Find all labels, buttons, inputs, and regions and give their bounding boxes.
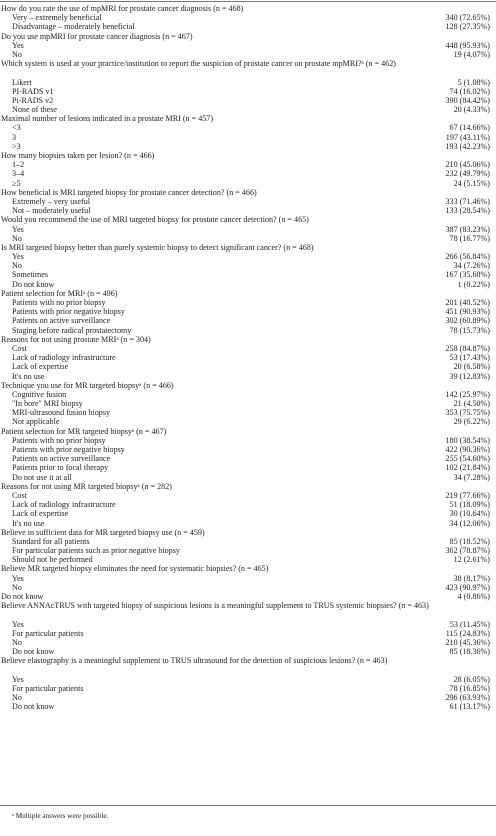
answer-value: 12 (2.61%) (453, 555, 490, 565)
answer-row (0, 390, 496, 399)
answer-label: For particular patients (12, 683, 84, 693)
answer-row (0, 509, 496, 518)
answer-value: 1 (0.22%) (457, 279, 490, 289)
answer-row (0, 316, 496, 325)
answer-value: 5 (1.08%) (457, 77, 490, 87)
answer-label: Pi-RADS v2 (12, 95, 54, 105)
answer-row (0, 234, 496, 243)
question-text: How many biopsies taken per lesion? (n = 466) (1, 151, 155, 161)
answer-label: For particular patients such as prior negative biopsy (12, 546, 180, 556)
answer-label: It's no use (12, 518, 45, 528)
question-row (0, 381, 496, 390)
question-row (0, 528, 496, 537)
answer-row (0, 87, 496, 96)
answer-row (0, 225, 496, 234)
answer-label: No (12, 49, 22, 59)
answer-label: Cost (12, 343, 27, 353)
answer-label: Patients prior to focal therapy (12, 463, 109, 473)
question-row (0, 243, 496, 252)
question-row (0, 427, 496, 436)
answer-value: 193 (42.23%) (445, 141, 490, 151)
answer-row (0, 50, 496, 59)
question-text: Reasons for not using MR targeted biopsyᵃ (n = 282) (1, 481, 172, 491)
answer-label: Patients with no prior biopsy (12, 435, 106, 445)
answer-row (0, 41, 496, 50)
answer-label: Yes (12, 619, 24, 629)
answer-row (0, 133, 496, 142)
answer-row (0, 638, 496, 647)
answer-value: 133 (28.54%) (445, 206, 490, 216)
answer-value: 201 (40.52%) (445, 298, 490, 308)
answer-row (0, 197, 496, 206)
answer-value: 29 (6.22%) (453, 417, 490, 427)
answer-row (0, 96, 496, 105)
answer-value: 34 (7.26%) (453, 261, 490, 271)
answer-label: It's no use (12, 371, 45, 381)
answer-row (0, 647, 496, 656)
answer-value: 197 (43.11%) (445, 132, 490, 142)
question-row (0, 188, 496, 197)
answer-label: Patients with prior negative biopsy (12, 307, 125, 317)
question-text: Is MRI targeted biopsy better than purely systemic biopsy to detect significant cancer? (n = 468) (1, 242, 314, 252)
answer-value: 67 (14.66%) (449, 123, 490, 133)
answer-value: 258 (84.87%) (445, 343, 490, 353)
answer-value: 78 (15.73%) (449, 325, 490, 335)
answer-row (0, 372, 496, 381)
answer-label: Patients with no prior biopsy (12, 298, 106, 308)
question-row (0, 592, 496, 601)
answer-label: Patients on active surveillance (12, 316, 111, 326)
answer-value: 28 (6.05%) (453, 674, 490, 684)
answer-label: Lack of expertise (12, 509, 69, 519)
answer-row (0, 326, 496, 335)
answer-row (0, 206, 496, 215)
answer-row (0, 463, 496, 472)
answer-row (0, 261, 496, 270)
question-text: How beneficial is MRI targeted biopsy for prostate cancer detection? (n = 466) (1, 187, 257, 197)
answer-row (0, 620, 496, 629)
answer-row (0, 629, 496, 638)
answer-value: 390 (84.42%) (445, 95, 490, 105)
answer-label: Cost (12, 490, 27, 500)
answer-label: Lack of radiology infrastructure (12, 353, 116, 363)
answer-row (0, 142, 496, 151)
answer-value: 51 (18.09%) (449, 500, 490, 510)
answer-label: 1–2 (12, 160, 25, 170)
answer-value: 4 (0.86%) (457, 592, 490, 602)
answer-value: 362 (78.87%) (445, 546, 490, 556)
question-text: Believe MR targeted biopsy eliminates the need for systematic biopsies? (n = 465) (1, 564, 269, 574)
question-text: Believe ANNAcTRUS with targeted biopsy of suspicious lesions is a meaningful supplement to TRUS systemic biopsies? (n = 463) (1, 601, 429, 611)
answer-value: 21 (4.50%) (453, 399, 490, 409)
answer-label: Yes (12, 674, 24, 684)
question-row (0, 4, 496, 13)
answer-row (0, 123, 496, 132)
answer-value: 422 (90.36%) (445, 445, 490, 455)
answer-label: Patients on active surveillance (12, 454, 111, 464)
question-text: Technique you use for MR targeted biopsyᵃ (n = 466) (1, 380, 174, 390)
answer-value: 115 (24.83%) (445, 628, 490, 638)
question-row (0, 32, 496, 41)
answer-value: 30 (10.64%) (449, 509, 490, 519)
answer-label: "In bore" MRI biopsy (12, 399, 83, 409)
answer-value: 387 (83.23%) (445, 224, 490, 234)
question-row (0, 601, 496, 619)
answer-row (0, 574, 496, 583)
answer-value: 210 (45.06%) (445, 160, 490, 170)
answer-value: 142 (25.97%) (445, 389, 490, 399)
answer-label: Sometimes (12, 270, 48, 280)
answer-row (0, 500, 496, 509)
answer-label: Cognitive fusion (12, 389, 67, 399)
answer-value: 128 (27.35%) (445, 22, 490, 32)
answer-label: No (12, 261, 22, 271)
answer-row (0, 546, 496, 555)
answer-row (0, 399, 496, 408)
answer-row (0, 519, 496, 528)
answer-value: 423 (90.97%) (445, 582, 490, 592)
answer-label: Do not know (12, 702, 55, 712)
answer-value: 53 (11.45%) (449, 619, 490, 629)
answer-value: 19 (4.07%) (453, 49, 490, 59)
answer-row (0, 675, 496, 684)
answer-row (0, 105, 496, 114)
answer-row (0, 473, 496, 482)
answer-label: No (12, 233, 22, 243)
question-row (0, 215, 496, 224)
answer-row (0, 179, 496, 188)
question-row (0, 151, 496, 160)
answer-row (0, 445, 496, 454)
answer-value: 34 (12.06%) (449, 518, 490, 528)
answer-value: 167 (35.68%) (445, 270, 490, 280)
answer-label: Yes (12, 40, 24, 50)
answer-value: 333 (71.46%) (445, 196, 490, 206)
answer-value: 353 (75.75%) (445, 408, 490, 418)
answer-row (0, 280, 496, 289)
question-row (0, 656, 496, 674)
question-text: Patient selection for MRIᵃ (n = 496) (1, 288, 118, 298)
table-bottom-rule (0, 805, 496, 806)
question-row (0, 564, 496, 573)
question-text: Reasons for not using prostate MRIᵃ (n = 304) (1, 334, 151, 344)
answer-value: 340 (72.65%) (445, 13, 490, 23)
answer-value: 210 (45.36%) (445, 637, 490, 647)
answer-value: 232 (49.79%) (445, 169, 490, 179)
answer-row (0, 684, 496, 693)
answer-label: Yes (12, 224, 24, 234)
answer-label: 3 (12, 132, 17, 142)
question-text: Do not know (1, 592, 44, 602)
answer-row (0, 307, 496, 316)
question-text: Believe elastography is a meaningful supplement to TRUS ultrasound for the detection of suspicious lesions? (n = 463) (1, 656, 388, 666)
answer-value: 219 (77.66%) (445, 490, 490, 500)
answer-row (0, 78, 496, 87)
answer-value: 302 (60.89%) (445, 316, 490, 326)
answer-label: Standard for all patients (12, 536, 90, 546)
question-text: Patient selection for MR targeted biopsyᵃ (n = 467) (1, 426, 167, 436)
answer-row (0, 344, 496, 353)
answer-value: 266 (56.84%) (445, 252, 490, 262)
answer-label: Disadvantage – moderately beneficial (12, 22, 135, 32)
question-text: Maximal number of lesions indicated in a prostate MRI (n = 457) (1, 114, 214, 124)
question-text: Would you recommend the use of MRI targeted biopsy for prostate cancer detection? (n = 465) (1, 215, 309, 225)
answer-value: 61 (13.17%) (449, 702, 490, 712)
answer-value: 78 (16.77%) (449, 233, 490, 243)
answer-value: 85 (18.36%) (449, 647, 490, 657)
answer-label: Very – extremely beneficial (12, 13, 102, 23)
answer-value: 34 (7.28%) (453, 472, 490, 482)
answer-label: Not – moderately useful (12, 206, 91, 216)
answer-value: 24 (5.15%) (453, 178, 490, 188)
answer-value: 38 (8.17%) (453, 573, 490, 583)
answer-label: MRI-ultrasound fusion biopsy (12, 408, 111, 418)
answer-label: 3–4 (12, 169, 25, 179)
question-text: Which system is used at your practice/institution to report the suspicion of prostate cancer on prostate mpMRI?ᵃ (n = 462) (1, 59, 396, 69)
answer-label: No (12, 637, 22, 647)
question-row (0, 114, 496, 123)
question-row (0, 289, 496, 298)
answer-row (0, 353, 496, 362)
answer-row (0, 13, 496, 22)
answer-label: Patients with prior negative biopsy (12, 445, 125, 455)
answer-value: 180 (38.54%) (445, 435, 490, 445)
answer-label: Yes (12, 252, 24, 262)
answer-value: 74 (16.02%) (449, 86, 490, 96)
answer-label: ≥5 (12, 178, 21, 188)
answer-value: 255 (54.60%) (445, 454, 490, 464)
answer-label: No (12, 693, 22, 703)
answer-row (0, 417, 496, 426)
answer-value: 78 (16.85%) (449, 683, 490, 693)
question-text: Believe in sufficient data for MR targeted biopsy use (n = 459) (1, 527, 205, 537)
answer-label: None of these (12, 105, 57, 115)
question-text: How do you rate the use of mpMRI for prostate cancer diagnosis (n = 468) (1, 4, 244, 13)
table-footnote: ᵃ Multiple answers were possible. (12, 812, 109, 820)
answer-label: Should not be performed (12, 555, 93, 565)
answer-value: 451 (90.93%) (445, 307, 490, 317)
answer-row (0, 693, 496, 702)
answer-label: Lack of radiology infrastructure (12, 500, 116, 510)
answer-value: 85 (18.52%) (449, 536, 490, 546)
answer-label: Lack of expertise (12, 362, 69, 372)
question-row (0, 59, 496, 77)
answer-row (0, 454, 496, 463)
answer-row (0, 169, 496, 178)
answer-label: Likert (12, 77, 32, 87)
answer-label: PI-RADS v1 (12, 86, 54, 96)
answer-label: >3 (12, 141, 21, 151)
answer-label: Do not know (12, 279, 55, 289)
question-text: Do you use mpMRI for prostate cancer diagnosis (n = 467) (1, 31, 193, 41)
answer-row (0, 583, 496, 592)
answer-row (0, 270, 496, 279)
answer-row (0, 555, 496, 564)
answer-value: 20 (6.58%) (453, 362, 490, 372)
answer-label: Not applicable (12, 417, 60, 427)
answer-label: Extremely – very useful (12, 196, 90, 206)
answer-row (0, 537, 496, 546)
answer-row (0, 362, 496, 371)
answer-value: 39 (12.83%) (449, 371, 490, 381)
answer-row (0, 702, 496, 711)
answer-label: No (12, 582, 22, 592)
answer-label: Staging before radical prostatectomy (12, 325, 132, 335)
question-row (0, 335, 496, 344)
answer-row (0, 160, 496, 169)
answer-label: Do not use it at all (12, 472, 72, 482)
answer-row (0, 298, 496, 307)
answer-value: 102 (21.84%) (445, 463, 490, 473)
table-body (0, 4, 496, 711)
table-top-rule (0, 1, 496, 2)
question-row (0, 482, 496, 491)
answer-value: 20 (4.33%) (453, 105, 490, 115)
answer-row (0, 491, 496, 500)
answer-label: For particular patients (12, 628, 84, 638)
answer-value: 296 (63.93%) (445, 693, 490, 703)
answer-value: 448 (95.93%) (445, 40, 490, 50)
answer-row (0, 436, 496, 445)
answer-label: Do not know (12, 647, 55, 657)
answer-row (0, 252, 496, 261)
answer-row (0, 408, 496, 417)
answer-value: 53 (17.43%) (449, 353, 490, 363)
answer-row (0, 22, 496, 31)
answer-label: <3 (12, 123, 21, 133)
answer-label: Yes (12, 573, 24, 583)
